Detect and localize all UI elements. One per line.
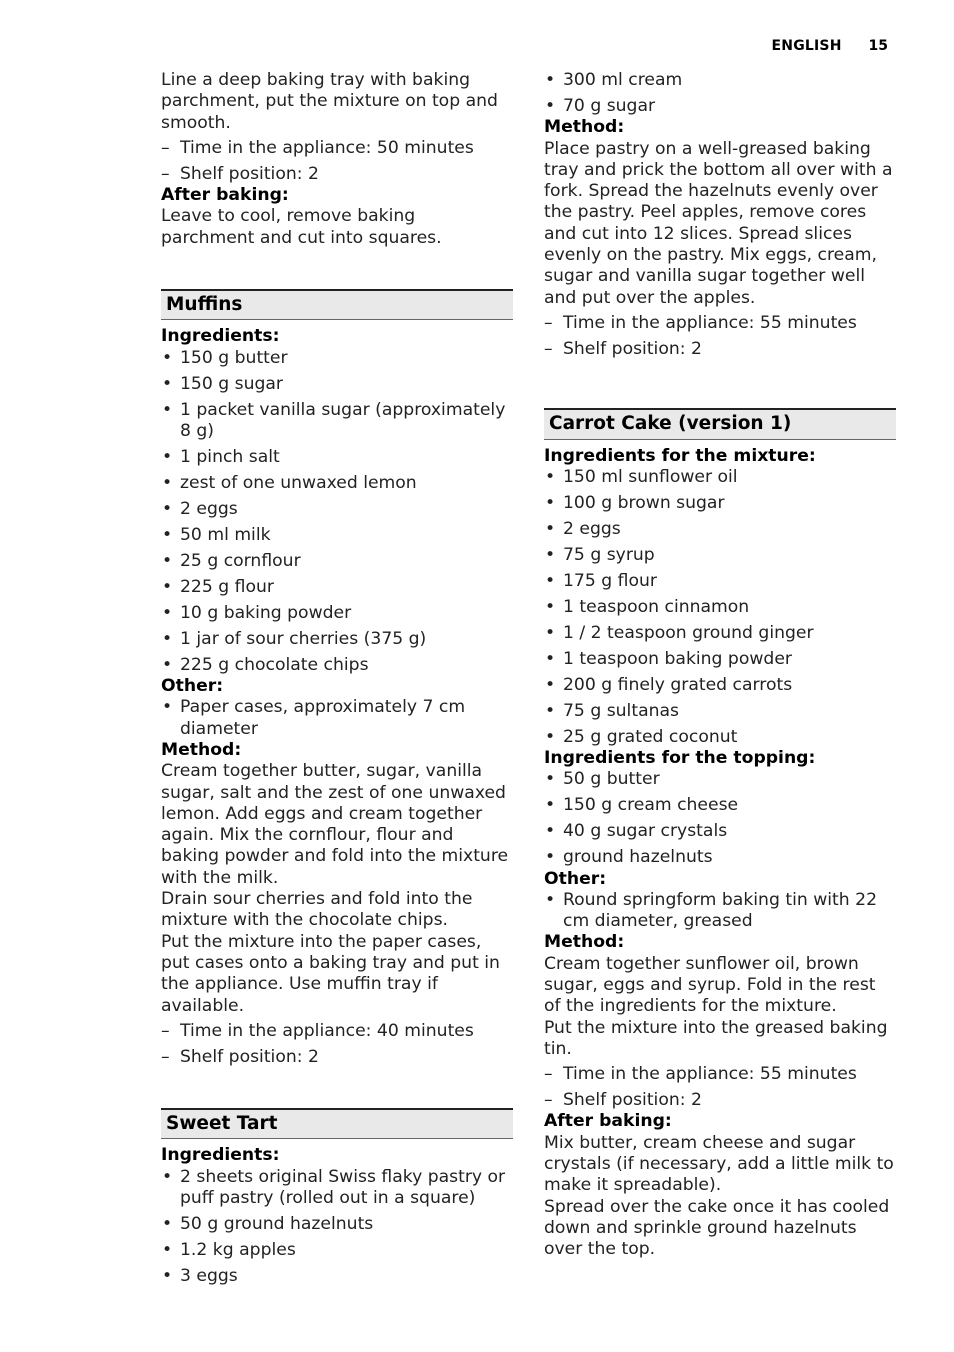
muffins-other-list — [161, 697, 513, 740]
tart-ingredients-list — [161, 1167, 513, 1288]
carrot-mixture-list — [544, 467, 896, 748]
step-item: – Time in the appliance: 50 minutes — [161, 138, 513, 159]
other-label: Other: — [161, 676, 224, 697]
method-paragraph: Place pastry on a well-greased baking tray and prick the bottom all over with a fork. Spread the hazelnuts evenly over the pastry. Peel apples, remove cores and cut into 12 slices. Spread slices evenly on the pastry. Mix eggs, cream, sugar and vanilla sugar together well and put over the apples. — [544, 138, 893, 308]
after-baking-paragraph: Mix butter, cream cheese and sugar crystals (if necessary, add a little milk to make it spreadable). — [544, 1132, 894, 1196]
list-item: • ground hazelnuts — [544, 847, 896, 868]
list-item: • 50 ml milk — [161, 525, 513, 546]
mixture-label: Ingredients for the mixture: — [544, 445, 816, 466]
list-item: • 70 g sugar — [544, 96, 896, 117]
list-item: • 3 eggs — [161, 1266, 513, 1287]
list-item: • Paper cases, approximately 7 cm diameter — [161, 697, 513, 740]
step-item: – Shelf position: 2 — [544, 339, 896, 360]
list-item: • 1 / 2 teaspoon ground ginger — [544, 623, 896, 644]
list-item: • 75 g sultanas — [544, 701, 896, 722]
list-item: • zest of one unwaxed lemon — [161, 473, 513, 494]
section-heading-sweet-tart: Sweet Tart — [161, 1108, 513, 1139]
list-item: • 200 g finely grated carrots — [544, 675, 896, 696]
method-label: Method: — [544, 932, 625, 953]
ingredients-label: Ingredients: — [161, 1145, 280, 1166]
list-item: • 50 g ground hazelnuts — [161, 1214, 513, 1235]
list-item: • 10 g baking powder — [161, 603, 513, 624]
carrot-topping-list — [544, 769, 896, 868]
list-item: • 2 sheets original Swiss flaky pastry or puff pastry (rolled out in a square) — [161, 1167, 513, 1210]
section-heading-carrot-cake: Carrot Cake (version 1) — [544, 408, 896, 439]
step-item: – Time in the appliance: 40 minutes — [161, 1021, 513, 1042]
method-paragraph: Put the mixture into the greased baking tin. — [544, 1017, 888, 1059]
after-baking-paragraph: Spread over the cake once it has cooled down and sprinkle ground hazelnuts over the top. — [544, 1196, 890, 1260]
after-baking-label: After baking: — [544, 1111, 672, 1132]
method-label: Method: — [544, 117, 625, 138]
carrot-other-list — [544, 890, 896, 933]
list-item: • 25 g grated coconut — [544, 727, 896, 748]
list-item: • 1 pinch salt — [161, 447, 513, 468]
after-baking-text: Leave to cool, remove baking parchment and cut into squares. — [161, 206, 442, 248]
other-label: Other: — [544, 868, 607, 889]
list-item: • 150 g cream cheese — [544, 795, 896, 816]
language-label: ENGLISH — [771, 38, 842, 54]
step-item: – Time in the appliance: 55 minutes — [544, 313, 896, 334]
list-item: • 225 g flour — [161, 577, 513, 598]
list-item: • 300 ml cream — [544, 70, 896, 91]
step-item: – Shelf position: 2 — [544, 1090, 896, 1111]
list-item: • 75 g syrup — [544, 545, 896, 566]
list-item: • 150 ml sunflower oil — [544, 467, 896, 488]
list-item: • 2 eggs — [544, 519, 896, 540]
left-column — [161, 70, 513, 1287]
step-item: – Time in the appliance: 55 minutes — [544, 1064, 896, 1085]
section-heading-muffins: Muffins — [161, 289, 513, 320]
intro-text: Line a deep baking tray with baking parchment, put the mixture on top and smooth. — [161, 70, 498, 133]
step-item: – Shelf position: 2 — [161, 164, 513, 185]
list-item: • 1 teaspoon cinnamon — [544, 597, 896, 618]
muffins-steps — [161, 1021, 513, 1068]
page-header — [772, 38, 888, 54]
list-item: • 175 g flour — [544, 571, 896, 592]
list-item: • 25 g cornflour — [161, 551, 513, 572]
list-item: • 100 g brown sugar — [544, 493, 896, 514]
list-item: • Round springform baking tin with 22 cm diameter, greased — [544, 890, 896, 933]
after-baking-label: After baking: — [161, 185, 289, 206]
ingredients-label: Ingredients: — [161, 326, 280, 347]
method-paragraph: Cream together sunflower oil, brown sugar, eggs and syrup. Fold in the rest of the ingredients for the mixture. — [544, 953, 876, 1017]
method-paragraph: Drain sour cherries and fold into the mixture with the chocolate chips. — [161, 889, 473, 931]
page-number: 15 — [868, 38, 888, 54]
topping-label: Ingredients for the topping: — [544, 747, 816, 768]
right-column — [544, 70, 896, 1261]
list-item: • 1 teaspoon baking powder — [544, 649, 896, 670]
method-paragraph: Cream together butter, sugar, vanilla sugar, salt and the zest of one unwaxed lemon. Add eggs and cream together again. Mix the cornflour, flour and baking powder and fold into the mixture with the milk. — [161, 761, 509, 888]
list-item: • 225 g chocolate chips — [161, 655, 513, 676]
tart-steps — [544, 313, 896, 360]
list-item: • 1 jar of sour cherries (375 g) — [161, 629, 513, 650]
carrot-steps — [544, 1064, 896, 1111]
list-item: • 2 eggs — [161, 499, 513, 520]
list-item: • 50 g butter — [544, 769, 896, 790]
intro-steps — [161, 138, 513, 185]
method-paragraph: Put the mixture into the paper cases, put cases onto a baking tray and put in the appliance. Use muffin tray if available. — [161, 931, 500, 1016]
list-item: • 1.2 kg apples — [161, 1240, 513, 1261]
list-item: • 40 g sugar crystals — [544, 821, 896, 842]
tart-more-ingredients-list — [544, 70, 896, 117]
list-item: • 1 packet vanilla sugar (approximately 8 g) — [161, 400, 513, 443]
step-item: – Shelf position: 2 — [161, 1047, 513, 1068]
list-item: • 150 g sugar — [161, 374, 513, 395]
method-label: Method: — [161, 739, 242, 760]
muffins-ingredients-list — [161, 348, 513, 676]
list-item: • 150 g butter — [161, 348, 513, 369]
